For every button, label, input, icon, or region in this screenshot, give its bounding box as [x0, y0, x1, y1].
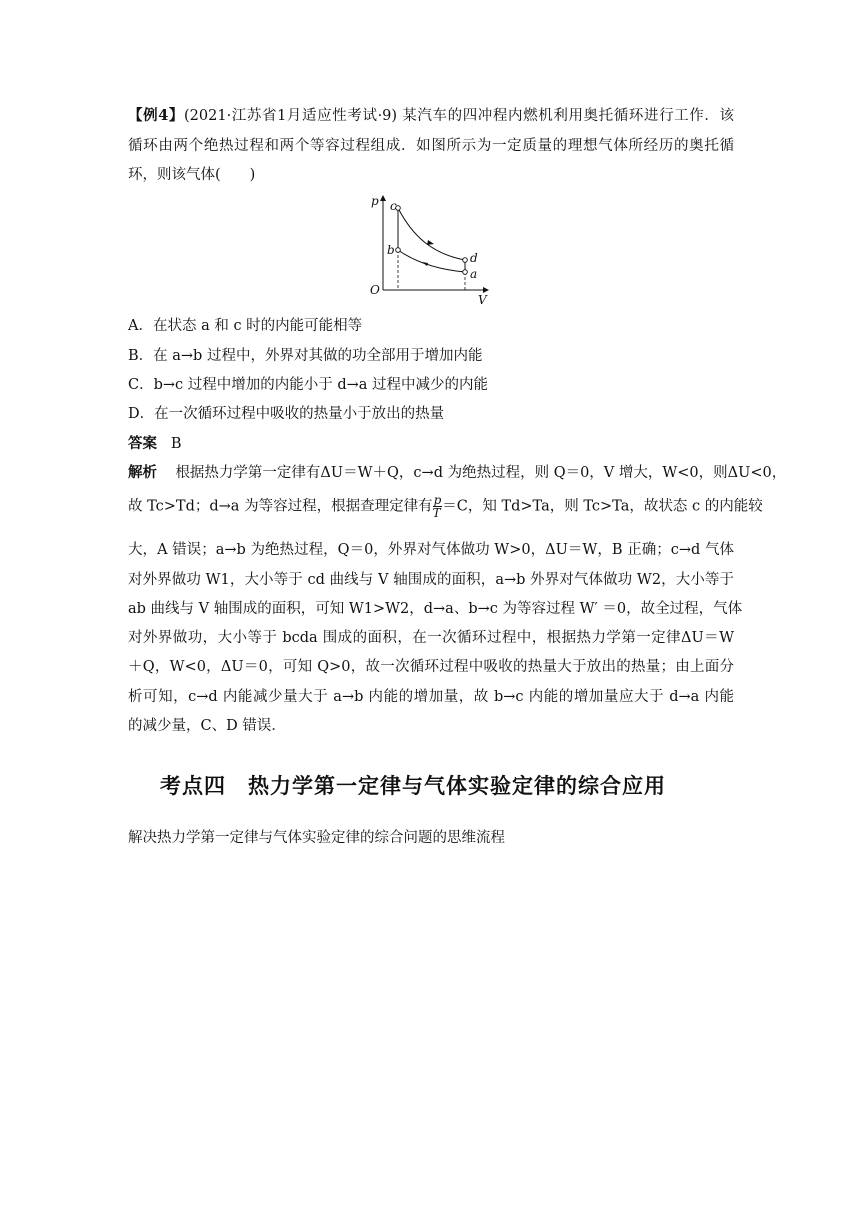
option-b: B．在 a→b 过程中，外界对其做的功全部用于增加内能 — [128, 348, 483, 364]
example-tag: 【例4】 — [128, 107, 185, 124]
analysis-text2b: ＝C，知 Td>Ta，则 Tc>Ta，故状态 c 的内能较 — [442, 498, 763, 515]
answer-row — [128, 432, 734, 453]
label-origin: O — [370, 283, 380, 297]
analysis-line1 — [128, 461, 787, 482]
option-d: D．在一次循环过程中吸收的热量小于放出的热量 — [128, 406, 445, 422]
label-c: c — [390, 199, 397, 213]
label-v: V — [478, 293, 487, 307]
answer-label: 答案 — [128, 435, 157, 452]
example-stem-text1: 某汽车的四冲程内燃机利用奥托循环进行工作．该 — [402, 108, 734, 124]
analysis-line3: 大，A 错误；a→b 为绝热过程，Q＝0，外界对气体做功 W>0，ΔU＝W，B 正确；c→d 气体 — [128, 542, 734, 558]
example-stem-line2: 循环由两个绝热过程和两个等容过程组成．如图所示为一定质量的理想气体所经历的奥托循 — [128, 138, 734, 154]
pv-diagram — [368, 192, 492, 308]
arrow-c-to-d — [427, 240, 434, 245]
curve-a-to-b — [398, 250, 465, 272]
fraction-denominator: T — [432, 506, 441, 520]
label-b: b — [387, 243, 395, 257]
section-intro: 解决热力学第一定律与气体实验定律的综合问题的思维流程 — [128, 830, 505, 846]
analysis-line5: ab 曲线与 V 轴围成的面积，可知 W1>W2，d→a、b→c 为等容过程 W′ ＝0，故全过程，气体 — [128, 601, 743, 617]
label-a: a — [470, 267, 478, 281]
example-stem-line1 — [128, 104, 734, 125]
analysis-line6: 对外界做功，大小等于 bcda 围成的面积，在一次循环过程中，根据热力学第一定律ΔU＝W — [128, 630, 734, 646]
state-point-d — [463, 258, 468, 263]
analysis-line4: 对外界做功 W1，大小等于 cd 曲线与 V 轴围成的面积，a→b 外界对气体做功 W2，大小等于 — [128, 572, 734, 588]
label-p: p — [371, 194, 379, 208]
state-point-b — [396, 248, 401, 253]
section-heading: 考点四 热力学第一定律与气体实验定律的综合应用 — [160, 774, 666, 798]
label-d: d — [470, 251, 478, 265]
analysis-text1: 根据热力学第一定律有ΔU＝W＋Q，c→d 为绝热过程，则 Q＝0，V 增大，W<0，则ΔU<0， — [175, 465, 787, 481]
analysis-label: 解析 — [128, 464, 157, 481]
curve-c-to-d — [398, 208, 465, 260]
state-point-a — [463, 270, 468, 275]
analysis-text2a: 故 Tc>Td；d→a 为等容过程，根据查理定律有 — [128, 498, 433, 515]
arrow-a-to-b — [422, 262, 428, 266]
analysis-line7: ＋Q，W<0，ΔU＝0，可知 Q>0，故一次循环过程中吸收的热量大于放出的热量；由上面分 — [128, 659, 734, 675]
pv-diagram-svg — [368, 192, 492, 308]
option-c: C．b→c 过程中增加的内能小于 d→a 过程中减少的内能 — [128, 377, 489, 393]
answer-value: B — [170, 436, 182, 452]
example-source: (2021·江苏省1月适应性考试·9) — [184, 108, 398, 124]
fraction-p-over-t — [433, 494, 443, 519]
option-a: A．在状态 a 和 c 时的内能可能相等 — [128, 318, 363, 334]
fraction-numerator: p — [433, 493, 442, 507]
example-stem-line3: 环，则该气体( ) — [128, 167, 256, 183]
analysis-line2 — [128, 493, 763, 520]
analysis-line9: 的减少量，C、D 错误． — [128, 718, 286, 734]
analysis-line8: 析可知，c→d 内能减少量大于 a→b 内能的增加量，故 b→c 内能的增加量应大于 d→a 内能 — [128, 689, 734, 705]
